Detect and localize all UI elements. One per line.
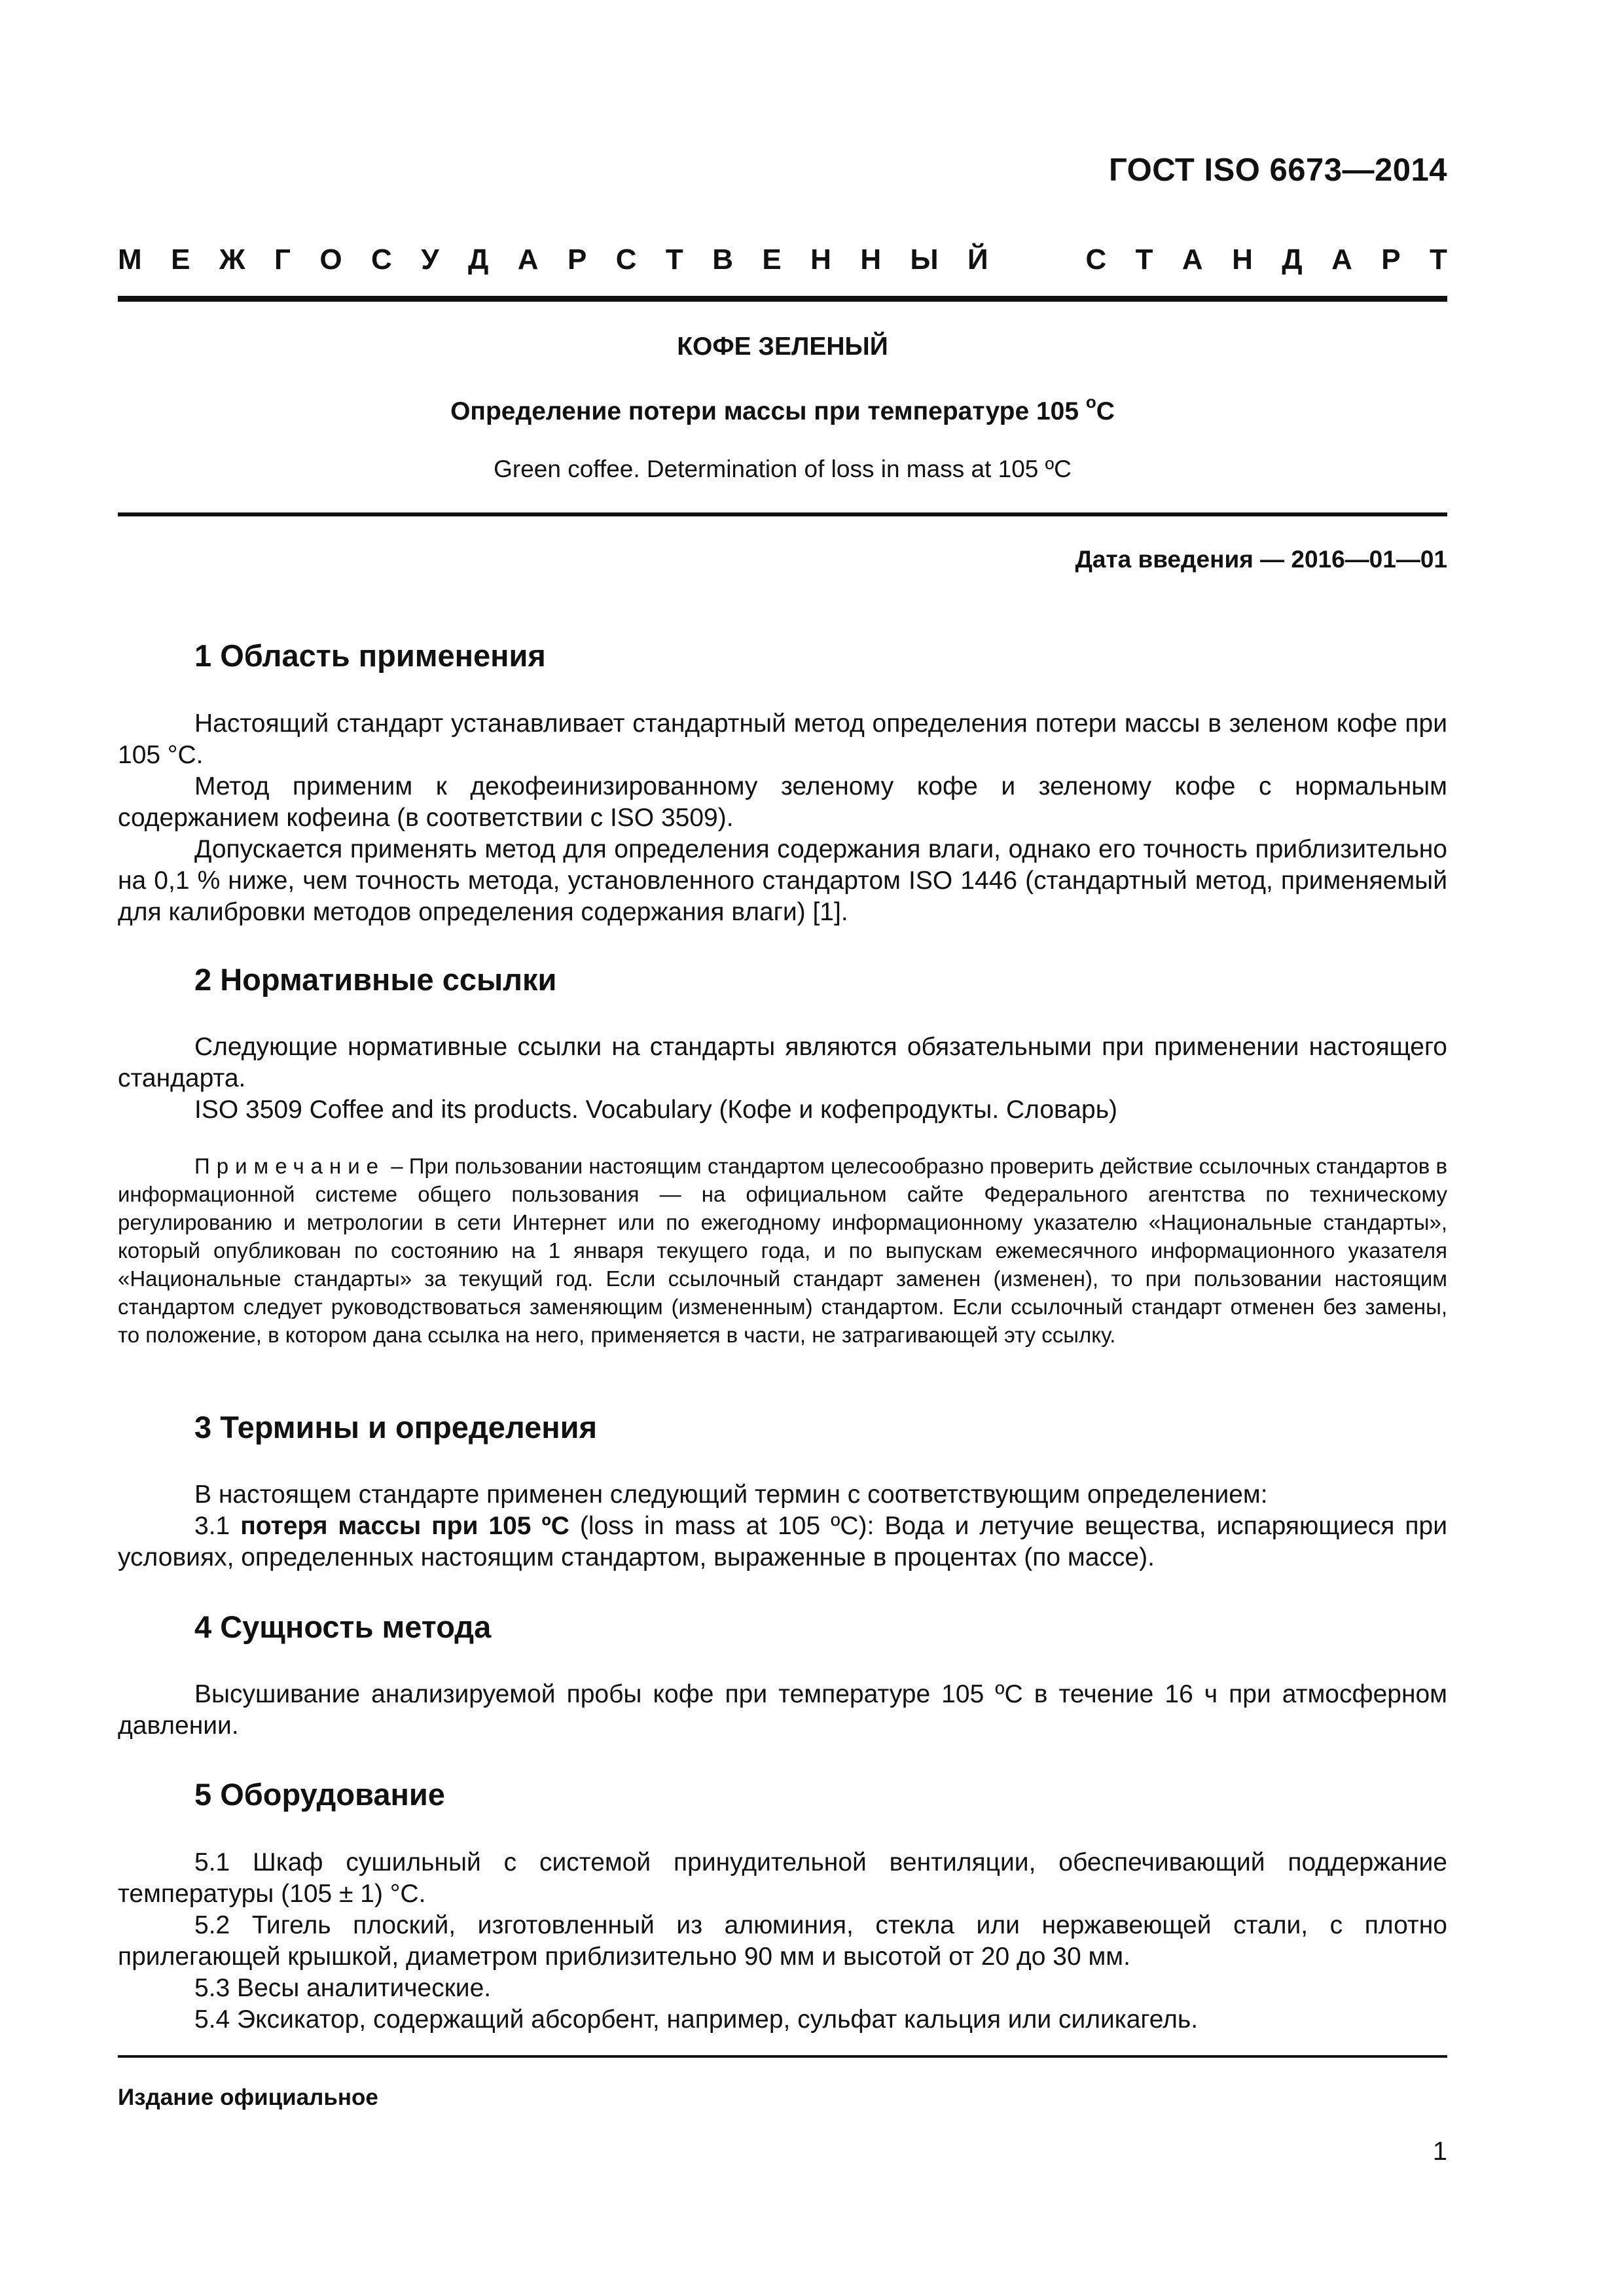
interstate-word1-letter: Т: [665, 243, 683, 276]
section-2-note: [118, 1152, 1447, 1349]
section-5-item-1: 5.1 Шкаф сушильный с системой принудительной вентиляции, обеспечивающий поддержание температуры (105 ± 1) °С.: [118, 1848, 1447, 1908]
interstate-word2-letter: Т: [1135, 243, 1153, 276]
document-code: ГОСТ ISO 6673—2014: [1109, 152, 1447, 188]
interstate-word1-letter: Г: [274, 243, 291, 276]
interstate-word1-letter: У: [421, 243, 439, 276]
interstate-word2-letter: Д: [1282, 243, 1303, 276]
section-2-paragraph-2: ISO 3509 Coffee and its products. Vocabulary (Кофе и кофепродукты. Словарь): [194, 1096, 1118, 1124]
section-5-item-3: 5.3 Весы аналитические.: [194, 1974, 492, 2002]
document-subtitle: Определение потери массы при температуре 105 $^о$С: [450, 392, 1115, 425]
note-label: Примечание: [194, 1154, 386, 1178]
interstate-word2-letter: Р: [1381, 243, 1401, 276]
interstate-word1-letter: Н: [810, 243, 831, 276]
section-2-paragraph-1: Следующие нормативные ссылки на стандарты являются обязательными при применении настоящего стандарта.: [118, 1033, 1447, 1092]
official-edition-label: Издание официальное: [118, 2085, 378, 2110]
section-1-heading: 1 Область применения: [194, 638, 546, 673]
section-1-paragraph-1: Настоящий стандарт устанавливает стандартный метод определения потери массы в зеленом кофе при 105 °С.: [118, 709, 1447, 769]
note-text: – При пользовании настоящим стандартом целесообразно проверить действие ссылочных стандартов в информационной системе общего пользования — на официальном сайте Федерального агентства по техническому регулированию и метрологии в сети Интернет или по ежегодному информационному указателю «Национальные стандарты», который опубликован по состоянию на 1 января текущего года, и по выпускам ежемесячного информационного указателя «Национальные стандарты» за текущий год. Если ссылочный стандарт заменен (изменен), то при пользовании настоящим стандартом следует руководствоваться заменяющим (измененным) стандартом. Если ссылочный стандарт отменен без замены, то положение, в котором дана ссылка на него, применяется в части, не затрагивающей эту ссылку.: [118, 1154, 1447, 1347]
section-1-paragraph-2: Метод применим к декофеинизированному зеленому кофе и зеленому кофе с нормальным содержанием кофеина (в соответствии с ISO 3509).: [118, 772, 1447, 832]
interstate-word1-letter: Е: [171, 243, 190, 276]
interstate-word1-letter: Д: [467, 243, 489, 276]
footer-divider: [118, 2055, 1447, 2058]
interstate-word1-letter: О: [319, 243, 342, 276]
section-5-item-2: 5.2 Тигель плоский, изготовленный из алюминия, стекла или нержавеющей стали, с плотно прилегающей крышкой, диаметром приблизительно 90 мм и высотой от 20 до 30 мм.: [118, 1911, 1447, 1971]
interstate-word1-letter: Ы: [910, 243, 939, 276]
interstate-word1-letter: С: [615, 243, 637, 276]
interstate-word1-letter: Р: [567, 243, 587, 276]
interstate-word1-letter: Н: [860, 243, 882, 276]
page-number: 1: [1432, 2137, 1447, 2166]
section-4-heading: 4 Сущность метода: [194, 1609, 492, 1644]
interstate-word2-letter: А: [1182, 243, 1203, 276]
document-title: КОФЕ ЗЕЛЕНЫЙ: [677, 332, 888, 361]
interstate-word2-letter: Т: [1430, 243, 1447, 276]
interstate-word2-letter: Н: [1232, 243, 1253, 276]
section-2-heading: 2 Нормативные ссылки: [194, 962, 557, 997]
word-gap: [1017, 243, 1056, 276]
top-divider: [118, 296, 1447, 302]
term-name: потеря массы при 105 ºС: [240, 1512, 569, 1540]
section-1-paragraph-3: Допускается применять метод для определения содержания влаги, однако его точность приблизительно на 0,1 % ниже, чем точность метода, установленного стандартом ISO 1446 (стандартный метод, применяемый для калибровки методов определения содержания влаги) [1].: [118, 835, 1447, 926]
interstate-word2-letter: А: [1331, 243, 1352, 276]
interstate-word1-letter: А: [517, 243, 539, 276]
section-3-paragraph-1: В настоящем стандарте применен следующий термин с соответствующим определением:: [194, 1480, 1268, 1509]
interstate-standard-banner: [118, 243, 1447, 276]
section-5-item-4: 5.4 Эксикатор, содержащий абсорбент, например, сульфат кальция или силикагель.: [194, 2005, 1199, 2034]
section-3-term-definition: 3.1 потеря массы при 105 ºС (loss in mass at 105 ºС): Вода и летучие вещества, испаряющиеся при условиях, определенных настоящим стандартом, выраженные в процентах (по массе).: [118, 1512, 1447, 1571]
section-3-heading: 3 Термины и определения: [194, 1410, 597, 1444]
title-divider: [118, 512, 1447, 516]
interstate-word1-letter: Е: [762, 243, 782, 276]
interstate-word2-letter: С: [1085, 243, 1107, 276]
interstate-word1-letter: Ж: [219, 243, 245, 276]
interstate-word1-letter: М: [118, 243, 142, 276]
section-4-paragraph-1: Высушивание анализируемой пробы кофе при температуре 105 ºС в течение 16 ч при атмосферном давлении.: [118, 1680, 1447, 1740]
interstate-word1-letter: Й: [967, 243, 988, 276]
interstate-word1-letter: С: [371, 243, 392, 276]
introduction-date: Дата введения — 2016—01—01: [1075, 546, 1447, 573]
interstate-word1-letter: В: [712, 243, 733, 276]
section-5-heading: 5 Оборудование: [194, 1777, 445, 1812]
english-title: Green coffee. Determination of loss in mass at 105 ºC: [494, 456, 1072, 482]
